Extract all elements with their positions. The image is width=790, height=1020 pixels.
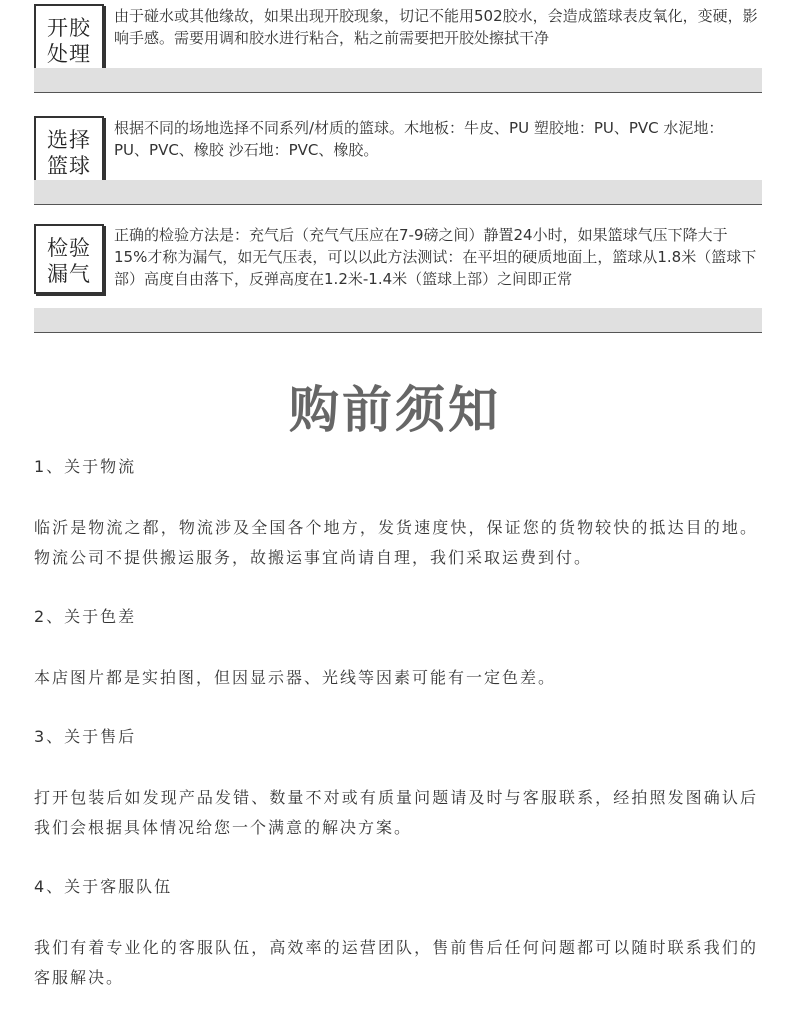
tip-divider-band: [34, 180, 762, 204]
badge-line-1: 检验: [47, 236, 91, 260]
tip-divider-band: [34, 308, 762, 332]
section-body: 打开包装后如发现产品发错、数量不对或有质量问题请及时与客服联系，经拍照发图确认后我们会根据具体情况给您一个满意的解决方案。: [34, 788, 758, 837]
badge-line-1: 开胶: [47, 16, 91, 40]
section-heading: 1、关于物流: [34, 457, 137, 476]
tip-badge: [34, 224, 104, 294]
notice-title: 购前须知: [289, 381, 501, 439]
tip-text: 由于碰水或其他缘故，如果出现开胶现象，切记不能用502胶水，会造成篮球表皮氧化，变硬，影响手感。需要用调和胶水进行粘合，粘之前需要把开胶处擦拭干净: [114, 7, 758, 47]
tip-text: 根据不同的场地选择不同系列/材质的篮球。木地板：牛皮、PU 塑胶地：PU、PVC 水泥地：PU、PVC、橡胶 沙石地：PVC、橡胶。: [114, 119, 724, 159]
tip-choose-ball: [34, 110, 762, 205]
section-body: 本店图片都是实拍图，但因显示器、光线等因素可能有一定色差。: [34, 668, 557, 687]
section-body: 临沂是物流之都，物流涉及全国各个地方，发货速度快，保证您的货物较快的抵达目的地。物流公司不提供搬运服务，故搬运事宜尚请自理，我们采取运费到付。: [34, 518, 758, 567]
badge-line-2: 漏气: [47, 262, 91, 286]
badge-line-2: 处理: [47, 42, 91, 66]
badge-line-1: 选择: [47, 128, 91, 152]
section-heading: 3、关于售后: [34, 727, 137, 746]
tip-badge: [34, 4, 104, 74]
tip-leak-check: [34, 220, 762, 333]
badge-line-2: 篮球: [47, 154, 91, 178]
section-heading: 2、关于色差: [34, 607, 137, 626]
tip-divider-band: [34, 68, 762, 92]
tip-badge: [34, 116, 104, 186]
section-body: 我们有着专业化的客服队伍，高效率的运营团队，售前售后任何问题都可以随时联系我们的客服解决。: [34, 938, 758, 987]
section-heading: 4、关于客服队伍: [34, 877, 173, 896]
tip-text: 正确的检验方法是：充气后（充气气压应在7-9磅之间）静置24小时，如果篮球气压下降大于15%才称为漏气，如无气压表，可以以此方法测试：在平坦的硬质地面上，篮球从1.8米（篮球下部）高度自由落下，反弹高度在1.2米-1.4米（篮球上部）之间即正常: [114, 226, 757, 288]
tip-glue-repair: [34, 0, 762, 93]
